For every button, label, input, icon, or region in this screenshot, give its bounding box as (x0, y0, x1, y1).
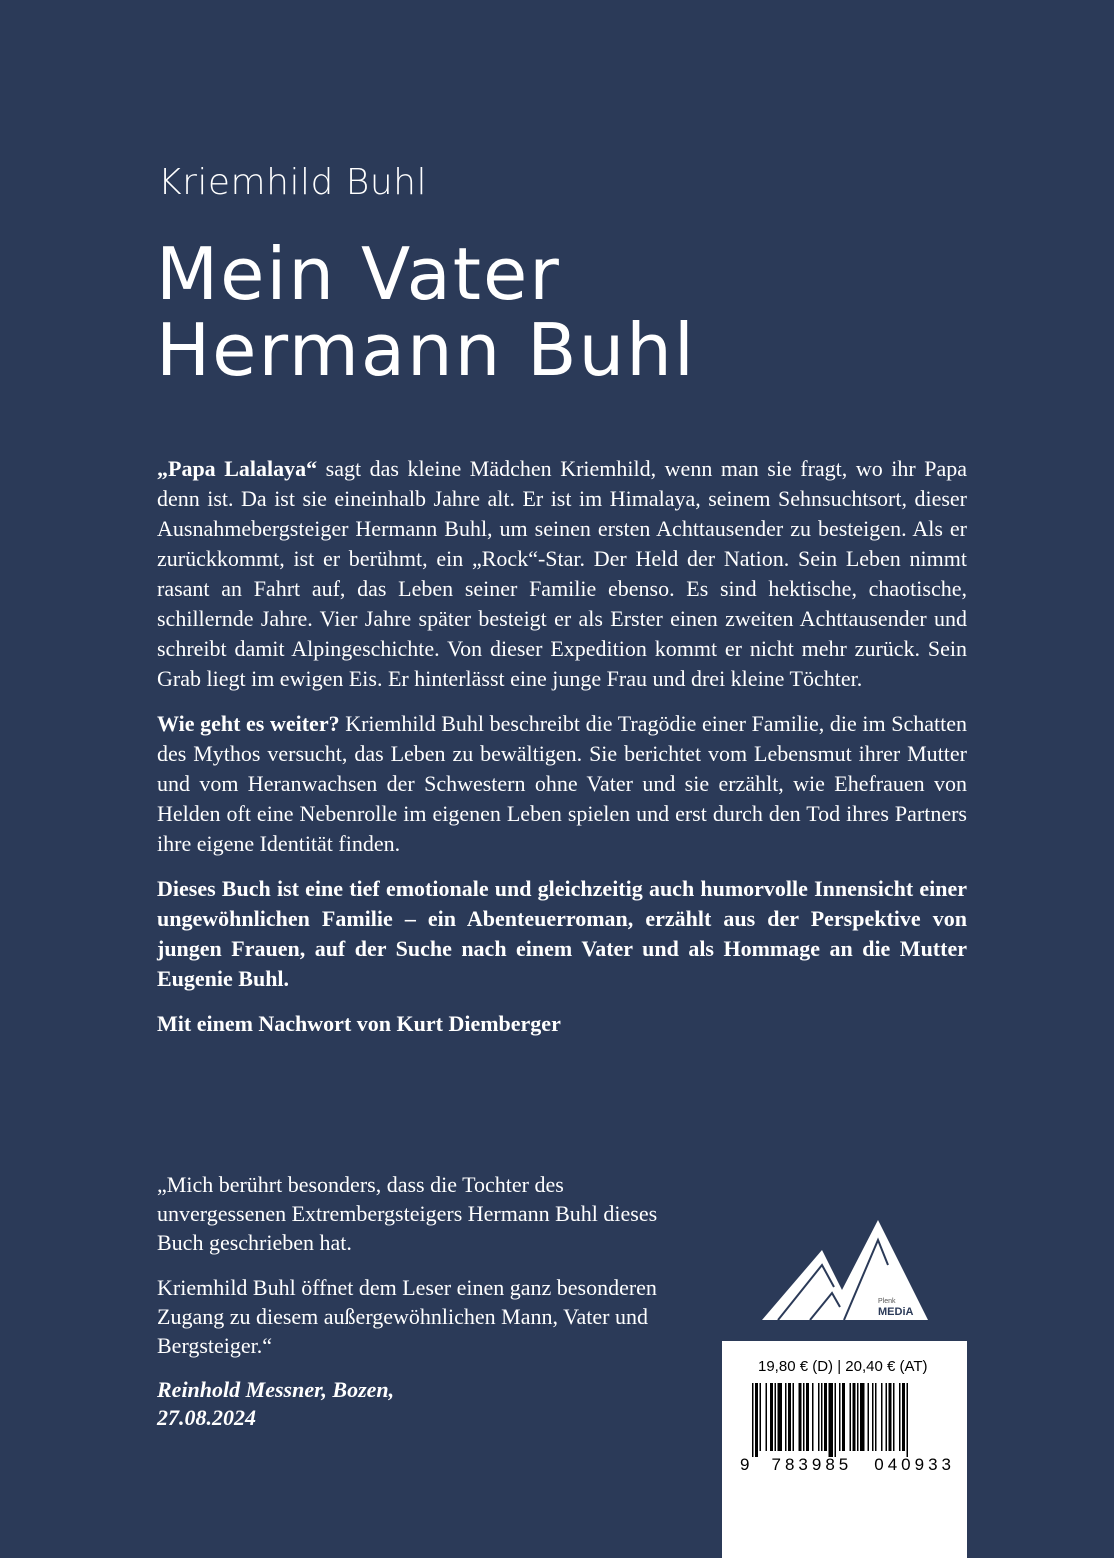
barcode (740, 1383, 955, 1457)
barcode-bar (752, 1383, 754, 1457)
barcode-bar (889, 1383, 892, 1451)
description-lead-1: „Papa Lalalaya“ (157, 456, 318, 481)
description-paragraph-3: Dieses Buch ist eine tief emotionale und gleichzeitig auch humorvolle Innensicht einer ungewöhnlichen Familie – ein Abenteuerroman, erzählt aus der Perspektive von jungen Frauen, auf der Suche nach einem Vater und als Hommage an die Mutter Eugenie Buhl. (157, 876, 967, 991)
logo-small-text: Plenk (878, 1298, 896, 1305)
quote-paragraph-1: „Mich berührt besonders, dass die Tochter des unvergessenen Extrembergsteigers Hermann Buhl dieses Buch geschrieben hat. (157, 1172, 658, 1255)
author-name: Kriemhild Buhl (158, 162, 427, 203)
book-description (157, 454, 967, 1054)
logo-brand-text: MEDiA (878, 1306, 914, 1318)
isbn-left-group: 783985 (771, 1455, 853, 1474)
quote-paragraph-2: Kriemhild Buhl öffnet dem Leser einen ganz besonderen Zugang zu diesem außergewöhnlichen Mann, Vater und Bergsteiger.“ (157, 1275, 657, 1358)
publisher-logo (760, 1215, 930, 1325)
isbn-digits (740, 1455, 955, 1475)
barcode-bar (793, 1383, 795, 1451)
barcode-bar (868, 1383, 870, 1451)
quote-attribution (157, 1376, 697, 1432)
barcode-bar (821, 1383, 823, 1451)
barcode-bar (839, 1383, 841, 1451)
barcode-bar (842, 1383, 845, 1451)
barcode-bar (860, 1383, 865, 1451)
title-line-1: Mein Vater (156, 232, 561, 316)
barcode-bar (857, 1383, 859, 1451)
barcode-bar (886, 1383, 888, 1451)
barcode-bar (875, 1383, 877, 1451)
barcode-bar (899, 1383, 901, 1451)
barcode-bar (788, 1383, 791, 1451)
barcode-bar (778, 1383, 783, 1451)
description-text-1: sagt das kleine Mädchen Kriemhild, wenn man sie fragt, wo ihr Papa denn ist. Da ist sie eineinhalb Jahre alt. Er ist im Himalaya, seinem Sehnsuchtsort, dieser Ausnahmebergsteiger Hermann Buhl, um seinen ersten Achttausender zu besteigen. Als er zurückkommt, ist er berühmt, ein „Rock“-Star. Der Held der Nation. Sein Leben nimmt rasant an Fahrt auf, das Leben seiner Familie ebenso. Es sind hektische, chaotische, schillernde Jahre. Vier Jahre später besteigt er als Erster einen zweiten Achttausender und schreibt damit Alpingeschichte. Von dieser Expedition kommt er nicht mehr zurück. Sein Grab liegt im ewigen Eis. Er hinterlässt eine junge Frau und drei kleine Töchter. (157, 456, 968, 691)
barcode-bar (785, 1383, 787, 1451)
barcode-bar (902, 1383, 905, 1451)
barcode-bar (893, 1383, 895, 1451)
barcode-bar (812, 1383, 814, 1451)
barcode-bar (907, 1383, 909, 1457)
barcode-bar (760, 1383, 762, 1451)
attribution-date: 27.08.2024 (157, 1405, 256, 1430)
barcode-bar (766, 1383, 768, 1451)
description-text-2: Kriemhild Buhl beschreibt die Tragödie einer Familie, die im Schatten des Mythos versucht, das Leben zu bewältigen. Sie berichtet vom Lebensmut ihrer Mutter und vom Heranwachsen der Schwestern ohne Vater und sie erzählt, wie Ehefrauen von Helden oft eine Nebenrolle im eigenen Leben spielen und erst durch den Tod ihres Partners ihre eigene Identität finden. (157, 711, 967, 856)
barcode-bar (770, 1383, 773, 1451)
isbn-right-group: 040933 (874, 1455, 955, 1474)
description-lead-2: Wie geht es weiter? (157, 711, 340, 736)
barcode-bar (775, 1383, 777, 1451)
barcode-bar (799, 1383, 802, 1451)
isbn-first-digit: 9 (740, 1455, 750, 1474)
barcode-bar (806, 1383, 809, 1451)
attribution-name: Reinhold Messner, Bozen, (157, 1377, 395, 1402)
afterword-note: Mit einem Nachwort von Kurt Diemberger (157, 1011, 561, 1036)
barcode-bar (803, 1383, 805, 1451)
barcode-bar (850, 1383, 852, 1451)
book-title (156, 232, 696, 392)
price-label: 19,80 € (D) | 20,40 € (AT) (758, 1358, 928, 1375)
description-paragraph-2 (157, 709, 967, 859)
barcode-bar (881, 1383, 883, 1451)
barcode-bar (829, 1383, 834, 1457)
endorsement-quote (157, 1170, 697, 1432)
description-paragraph-1 (157, 454, 967, 694)
title-line-2: Hermann Buhl (156, 308, 696, 392)
barcode-bar (824, 1383, 827, 1451)
barcode-panel (722, 1341, 967, 1558)
barcode-bar (755, 1383, 758, 1457)
barcode-bar (818, 1383, 820, 1451)
barcode-bar (872, 1383, 874, 1451)
barcode-bar (853, 1383, 856, 1451)
barcode-bar (835, 1383, 837, 1457)
mountain-logo-icon (760, 1215, 930, 1325)
